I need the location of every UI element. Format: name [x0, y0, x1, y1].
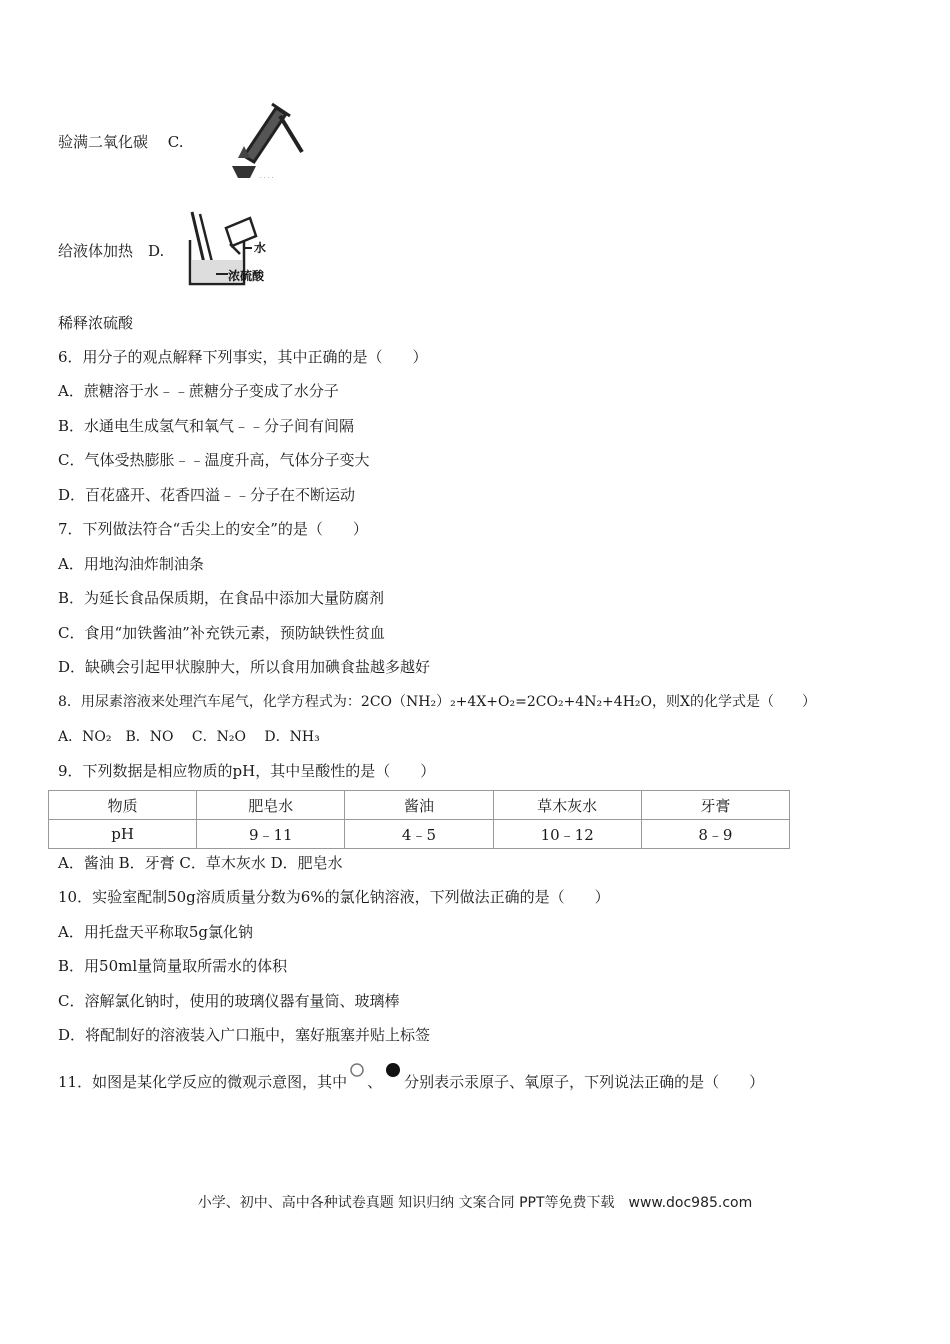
q10-option-a: A．用托盘天平称取5g氯化钠 [58, 923, 253, 941]
q5-option-d-label: D. [148, 242, 165, 260]
q6-option-a: A．蔗糖溶于水﹣﹣蔗糖分子变成了水分子 [58, 382, 339, 400]
q11-stem-part1: 11．如图是某化学反应的微观示意图，其中 [58, 1073, 348, 1091]
heating-test-tube-figure [214, 96, 306, 182]
table-cell: 10﹣12 [493, 820, 641, 849]
oxygen-atom-icon [382, 1062, 404, 1086]
svg-text:· · · ·: · · · · [260, 175, 274, 182]
q10-option-c: C．溶解氯化钠时，使用的玻璃仪器有量筒、玻璃棒 [58, 992, 400, 1010]
table-header-cell: 草木灰水 [493, 791, 641, 820]
table-header-cell: 物质 [49, 791, 197, 820]
q10-option-b: B．用50ml量筒量取所需水的体积 [58, 957, 288, 975]
table-header-row [49, 791, 790, 820]
q10-stem: 10．实验室配制50g溶质质量分数为6%的氯化钠溶液，下列做法正确的是（ ） [58, 888, 610, 906]
q6-option-d: D．百花盛开、花香四溢﹣﹣分子在不断运动 [58, 486, 356, 504]
q7-stem: 7．下列做法符合“舌尖上的安全”的是（ ） [58, 520, 368, 538]
table-header-cell: 牙膏 [641, 791, 789, 820]
q7-option-b: B．为延长食品保质期，在食品中添加大量防腐剂 [58, 589, 385, 607]
q9-stem: 9．下列数据是相应物质的pH，其中呈酸性的是（ ） [58, 762, 436, 780]
q11-stem-part2: 分别表示汞原子、氧原子，下列说法正确的是（ ） [404, 1073, 765, 1091]
dilute-acid-figure [186, 208, 278, 288]
q7-option-c: C．食用“加铁酱油”补充铁元素，预防缺铁性贫血 [58, 624, 385, 642]
table-cell: 8﹣9 [641, 820, 789, 849]
table-header-cell: 酱油 [345, 791, 493, 820]
page-footer: 小学、初中、高中各种试卷真题 知识归纳 文案合同 PPT等免费下载 www.doc985.com [197, 1195, 753, 1211]
ph-table [48, 790, 790, 849]
q5-option-c-caption: 给液体加热 D. [58, 242, 165, 260]
q5-option-c-label: C. [167, 133, 184, 151]
q10-option-d: D．将配制好的溶液装入广口瓶中，塞好瓶塞并贴上标签 [58, 1026, 431, 1044]
q5-option-d-caption: 稀释浓硫酸 [58, 314, 134, 332]
q7-option-d: D．缺碘会引起甲状腺肿大，所以食用加碘食盐越多越好 [58, 658, 431, 676]
table-cell: 9﹣11 [197, 820, 345, 849]
table-row [49, 820, 790, 849]
q7-option-a: A．用地沟油炸制油条 [58, 555, 204, 573]
q5-option-b-caption: 验满二氧化碳 C. [58, 133, 184, 151]
water-label: 水 [254, 241, 267, 255]
table-cell: pH [49, 820, 197, 849]
mercury-atom-icon [347, 1062, 367, 1086]
table-header-cell: 肥皂水 [197, 791, 345, 820]
q11-stem-sep: 、 [367, 1073, 383, 1091]
q6-option-b: B．水通电生成氢气和氧气﹣﹣分子间有间隔 [58, 417, 355, 435]
table-cell: 4﹣5 [345, 820, 493, 849]
q6-option-c: C．气体受热膨胀﹣﹣温度升高，气体分子变大 [58, 451, 370, 469]
q6-stem: 6．用分子的观点解释下列事实，其中正确的是（ ） [58, 348, 428, 366]
conc-acid-label: 浓硫酸 [228, 269, 265, 283]
q11-stem [58, 1072, 764, 1092]
q8-options: A．NO₂ B．NO C．N₂O D．NH₃ [58, 729, 320, 745]
q9-options: A．酱油 B．牙膏 C．草木灰水 D．肥皂水 [58, 854, 343, 872]
q8-stem: 8．用尿素溶液来处理汽车尾气，化学方程式为：2CO（NH₂）₂+4X+O₂=2CO₂+4N₂+4H₂O，则X的化学式是（ ） [58, 694, 816, 710]
